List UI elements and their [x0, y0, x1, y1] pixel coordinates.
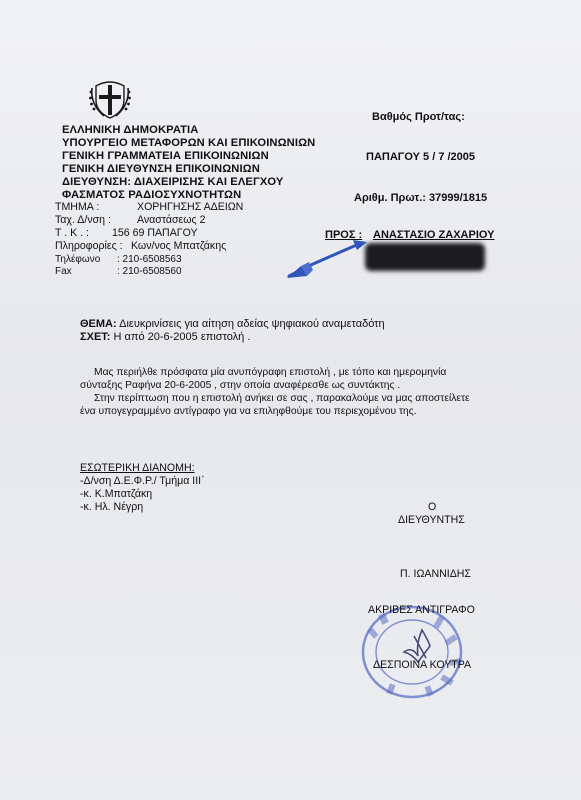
header-general-directorate: ΓΕΝΙΚΗ ΔΙΕΥΘΥΝΣΗ ΕΠΙΚΟΙΝΩΝΙΩΝ: [62, 163, 260, 175]
dept-value: ΧΟΡΗΓΗΣΗΣ ΑΔΕΙΩΝ: [137, 201, 244, 213]
address-label: Ταχ. Δ/νση :: [55, 214, 111, 226]
fax-value: : 210-6508560: [117, 266, 182, 277]
postcode-label: Τ . Κ . :: [55, 227, 89, 239]
to-label: ΠΡΟΣ :: [325, 229, 363, 241]
recipient-name: ΑΝΑΣΤΑΣΙΟ ΖΑΧΑΡΙΟΥ: [373, 229, 495, 241]
fax-label: Fax: [55, 266, 72, 277]
reference-text: Η από 20-6-2005 επιστολή .: [110, 331, 251, 343]
greek-emblem-icon: [88, 78, 132, 120]
subject-label: ΘΕΜΑ:: [80, 318, 117, 330]
distribution-item: -κ. Κ.Μπατζάκη: [80, 488, 153, 500]
body-p1-line1: Μας περιήλθε πρόσφατα μία ανυπόγραφη επιστολή , με τόπο και ημερομηνία: [94, 367, 447, 378]
phone-label: Τηλέφωνο: [55, 254, 101, 265]
distribution-item: -κ. Ηλ. Νέγρη: [80, 501, 144, 513]
redacted-address: [365, 243, 485, 271]
distribution-title-b: ΔΙΑΝΟΜΗ:: [142, 462, 195, 474]
signature-name: Π. ΙΩΑΝΝΙΔΗΣ: [400, 568, 471, 580]
reference-line: [80, 331, 250, 344]
header-spectrum: ΦΑΣΜΑΤΟΣ ΡΑΔΙΟΣΥΧΝΟΤΗΤΩΝ: [62, 189, 242, 201]
header-directorate: ΔΙΕΥΘΥΝΣΗ: ΔΙΑΧΕΙΡΙΣΗΣ ΚΑΙ ΕΛΕΓΧΟΥ: [62, 176, 284, 188]
hand-drawn-arrow-icon: [283, 236, 373, 282]
place-date: ΠΑΠΑΓΟΥ 5 / 7 /2005: [366, 151, 476, 163]
body-p1-line2: σύνταξης Ραφήνα 20-6-2005 , στην οποία αναφέρεσθε ως συντάκτης .: [80, 380, 401, 391]
address-value: Αναστάσεως 2: [137, 214, 206, 226]
info-value: Κων/νος Μπατζάκης: [131, 240, 227, 252]
signature-title: ΔΙΕΥΘΥΝΤΗΣ: [398, 514, 465, 526]
distribution-title-a: ΕΣΩΤΕΡΙΚΗ: [80, 462, 143, 474]
header-republic: ΕΛΛΗΝΙΚΗ ΔΗΜΟΚΡΑΤΙΑ: [62, 124, 199, 136]
header-secretariat: ΓΕΝΙΚΗ ΓΡΑΜΜΑΤΕΙΑ ΕΠΙΚΟΙΝΩΝΙΩΝ: [62, 150, 269, 162]
subject-text: Διευκρινίσεις για αίτηση αδείας ψηφιακού αναμεταδότη: [116, 318, 385, 330]
phone-value: : 210-6508563: [117, 254, 182, 265]
protocol-number: Αριθμ. Πρωτ.: 37999/1815: [354, 192, 488, 204]
body-p2-line1: Στην περίπτωση που η επιστολή ανήκει σε σας , παρακαλούμε να μας αποστείλετε: [94, 393, 470, 404]
distribution-item: -Δ/νση Δ.Ε.Φ.Ρ./ Τμήμα ΙΙΙ΄: [80, 475, 205, 487]
subject-line: [80, 318, 385, 331]
copy-signer-name: ΔΕΣΠΟΙΝΑ ΚΟΥΤΡΑ: [373, 659, 472, 671]
postcode-value: 156 69 ΠΑΠΑΓΟΥ: [112, 227, 198, 239]
signature-article: Ο: [428, 501, 437, 513]
priority-label: Βαθμός Προτ/τας:: [372, 111, 465, 123]
certified-copy-note: ΑΚΡΙΒΕΣ ΑΝΤΙΓΡΑΦΟ: [368, 604, 475, 616]
info-label: Πληροφορίες :: [55, 240, 123, 252]
dept-label: ΤΜΗΜΑ :: [55, 201, 100, 213]
distribution-title: [80, 462, 195, 475]
reference-label: ΣΧΕΤ:: [80, 331, 111, 343]
header-ministry: ΥΠΟΥΡΓΕΙΟ ΜΕΤΑΦΟΡΩΝ ΚΑΙ ΕΠΙΚΟΙΝΩΝΙΩΝ: [62, 137, 316, 149]
body-p2-line2: ένα υπογεγραμμένο αντίγραφο για να επιληφθούμε του περιεχομένου της.: [80, 406, 417, 417]
